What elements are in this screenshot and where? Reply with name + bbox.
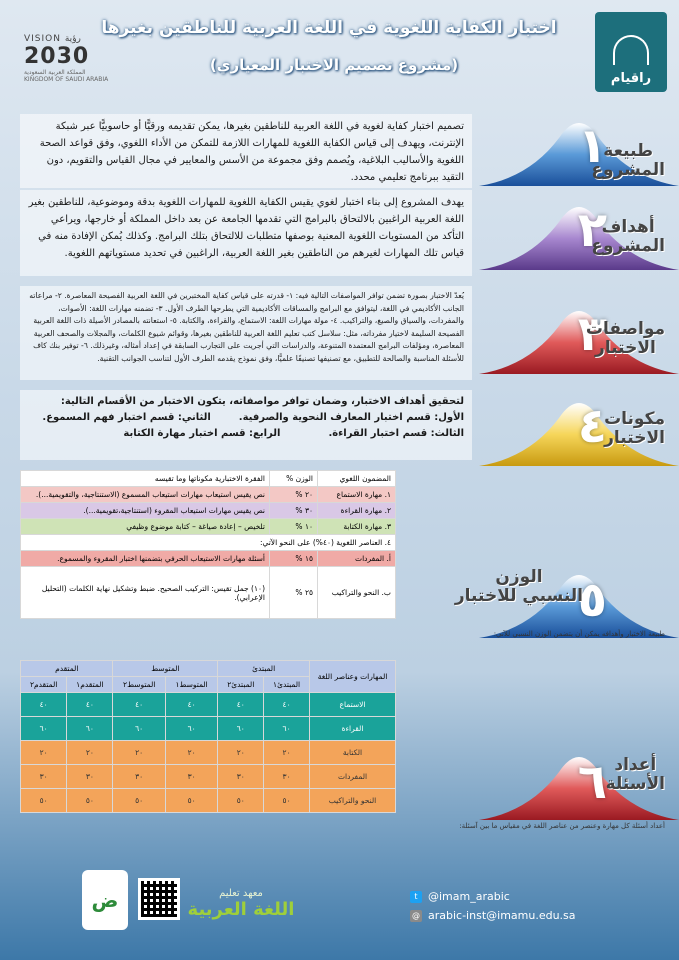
institute-logo: ض: [82, 870, 128, 930]
section-5-label-line2: النسبي للاختبار: [454, 585, 583, 606]
table-cell: ٢٠: [264, 741, 310, 765]
table-cell: ١٠ %: [270, 519, 318, 535]
section-6: [0, 742, 679, 822]
table-row: [21, 717, 396, 741]
section-4-number: ٤: [577, 398, 607, 454]
section-3-label-line1: مواصفات: [585, 319, 665, 339]
section-4-label-line2: الاختبار: [604, 427, 665, 448]
table-cell: ٥٠: [165, 789, 217, 813]
table-cell: الاستماع: [310, 693, 396, 717]
table-cell: ٦٠: [165, 717, 217, 741]
table-header: المبتدئ١: [264, 677, 310, 693]
section-5-number: ٥: [577, 572, 607, 628]
section-3-number: ٣: [577, 306, 607, 362]
university-logo: [595, 12, 667, 92]
table-cell: نص يقيس استيعاب مهارات استيعاب المسموع (الاستنتاجية، والتقويمية...).: [21, 487, 270, 503]
table-cell: ٥٠: [67, 789, 113, 813]
table-cell: ٤٠: [21, 693, 67, 717]
table-cell: ٢٠: [218, 741, 264, 765]
table-cell: المفردات: [310, 765, 396, 789]
table-cell: ٤. العناصر اللغوية (٤٠%) على النحو الآتي:: [21, 535, 396, 551]
page-subtitle: (مشروع تصميم الاختبار المعياري): [209, 56, 459, 74]
section-4-label: [604, 410, 665, 447]
table-cell: ٤٠: [218, 693, 264, 717]
table-cell: ب. النحو والتراكيب: [318, 567, 396, 619]
table-cell: أسئلة مهارات الاستيعاب الحرفي بتضمنها اختبار المقروء والمسموع.: [21, 551, 270, 567]
twitter-icon: t: [410, 891, 422, 903]
page-title: اختبار الكفاية اللغوية في اللغة العربية للناطقين بغيرها: [101, 18, 557, 38]
section-1-number: ١: [577, 118, 607, 174]
section-4-part-1: الأول: قسم اختبار المعارف النحوية والصرفية.: [238, 412, 464, 423]
university-logo-text: راقيام: [610, 71, 652, 86]
institute-logo-text: [186, 888, 296, 920]
section-5-caption: طبيعة الاختبار وأهدافه يمكن أن يتضمن الوزن النسبي للآتي:: [493, 630, 665, 638]
table-cell: ٤٠: [113, 693, 165, 717]
section-5-label: [455, 568, 583, 605]
table-row: [21, 661, 396, 677]
table-header: المبتدئ٢: [218, 677, 264, 693]
section-6-number: ٦: [577, 754, 607, 810]
table-cell: النحو والتراكيب: [310, 789, 396, 813]
section-6-label: [606, 756, 665, 793]
table-cell: ٦٠: [113, 717, 165, 741]
social-links: [410, 890, 576, 928]
table-cell: ١٥ %: [270, 551, 318, 567]
table-cell: ٢. مهارة القراءة: [318, 503, 396, 519]
table-cell: ٦٠: [218, 717, 264, 741]
table-cell: ٥٠: [21, 789, 67, 813]
table-cell: ٣٠ %: [270, 503, 318, 519]
dome-icon: [613, 35, 649, 65]
table-cell: ٦٠: [21, 717, 67, 741]
table-header: المتوسط١: [165, 677, 217, 693]
section-6-label-line2: الأسئلة: [605, 773, 665, 794]
section-4-label-line1: مكونات: [604, 409, 665, 429]
section-2-label: [591, 218, 665, 255]
table-cell: الكتابة: [310, 741, 396, 765]
section-2-label-line2: المشروع: [591, 235, 665, 256]
table-cell: ٢٠: [67, 741, 113, 765]
table-cell: ٣٠: [218, 765, 264, 789]
section-2-text: يهدف المشروع إلى بناء اختبار لغوي يقيس الكفاية اللغوية للمهارات اللغوية بدقة وموضوعية، للناطقين بغير اللغة العربية الراغبين بالالتحاق بالبرامج التي تقدمها الجامعة عن بعد داخل المملكة أو خارجها، ويراعي التأكد من المستويات اللغوية المعنية بوصفها متطلبات للالتحاق بتلك البرامج. وكذلك يُمكن الإفادة منه في قياس تلك المهارات لغيرهم من الناطقين بغير اللغة العربية، الراغبين في تحديد مستوياتهم اللغوية.: [20, 190, 472, 276]
table-row: [21, 519, 396, 535]
email-address[interactable]: arabic-inst@imamu.edu.sa: [428, 909, 576, 922]
table-cell: ٣٠: [264, 765, 310, 789]
table-header: المتوسط٢: [113, 677, 165, 693]
table-header: المتوسط: [113, 661, 218, 677]
section-4-part-4: الرابع: قسم اختبار مهارة الكتابة: [123, 428, 281, 439]
section-1: [0, 108, 679, 188]
table-cell: ٢٠ %: [270, 487, 318, 503]
table-cell: نص يقيس مهارات استيعاب المقروء (استنتاجية،تقويمية...).: [21, 503, 270, 519]
vision-year: 2030: [24, 44, 90, 69]
section-2: [0, 188, 679, 278]
table-cell: ٢٠: [21, 741, 67, 765]
table-row: [21, 471, 396, 487]
table-cell: ٤٠: [165, 693, 217, 717]
qr-code-icon: [138, 878, 180, 920]
header: [0, 0, 679, 108]
email-icon: @: [412, 911, 420, 920]
table-cell: ٢٥ %: [270, 567, 318, 619]
table-header: المهارات وعناصر اللغة: [310, 661, 396, 693]
table-cell: ٥٠: [264, 789, 310, 813]
table-cell: (١٠) جمل تقيس: التركيب الصحيح. ضبط وتشكيل نهاية الكلمات (التحليل الإعرابي).: [21, 567, 270, 619]
table-cell: ١. مهارة الاستماع: [318, 487, 396, 503]
section-3-text: يُعدّ الاختبار بصورة تضمن توافر المواصفات التالية فيه: ١- قدرته على قياس كفاية المختبرين في اللغة العربية الفصيحة المعاصرة. ٢- مراعاته الجانب الأكاديمي في اللغة، ليتوافق مع البرامج والمساقات الأكاديمية التي يطرحها الطرف الأول. ٣- تضمنه مهارات اللغة: الأصوات، والمفردات، والسياق والصيغ، والتراكيب. ٤- مولة مهارات اللغة: الاستماع، والقراءة، والكتابة. ٥- استعانته بالمصادر الأصيلة ذات اللغة العربية الفصيحة السليمة لاختيار مفرداته، مثل: سلاسل كتب تعليم اللغة العربية للناطقين بغيرها، وقوائم شيوع الكلمات، والمجلات والصحف العربية المعاصرة، ومؤلفات البرامج المعتمدة المتنوعة، والدراسات التي أجريت على التجارب السابقة في إعداد أمثاله، وغيرذلك. ٦- توفير بنك كاف للأسئلة المناسبة والصالحة للتطبيق، مع تصنيفها تصنيفًا علميًّا، وفق نموذج يقدمه الطرف الأول لتناسب الجوانب التقنية.: [20, 286, 472, 380]
section-4: [0, 388, 679, 462]
table-row: [21, 693, 396, 717]
table-cell: ٦٠: [67, 717, 113, 741]
footer: [0, 848, 679, 960]
table-header: المتقدم١: [67, 677, 113, 693]
table-cell: ٣. مهارة الكتابة: [318, 519, 396, 535]
table-row: [21, 503, 396, 519]
table-cell: ٣٠: [67, 765, 113, 789]
section-2-number: ٢: [577, 202, 607, 258]
table-cell: ٥٠: [113, 789, 165, 813]
section-4-part-3: الثالث: قسم اختبار القراءة.: [328, 428, 464, 439]
section-4-intro: لتحقيق أهداف الاختبار، وضمان توافر مواصفاته، يتكون الاختبار من الأقسام التالية:: [60, 396, 464, 407]
table-cell: ٣٠: [21, 765, 67, 789]
institute-line1: معهد تعليم: [219, 888, 263, 899]
table-cell: ٦٠: [264, 717, 310, 741]
vision-2030-logo: [24, 34, 114, 83]
table-header: المتقدم: [21, 661, 113, 677]
section-2-label-line1: أهداف: [601, 217, 655, 237]
table-header: الوزن %: [270, 471, 318, 487]
table-cell: ٣٠: [113, 765, 165, 789]
table-cell: تلخيص – إعادة صياغة – كتابة موضوع وظيفي: [21, 519, 270, 535]
table-header: المبتدئ: [218, 661, 310, 677]
vision-caption: المملكة العربية السعودية KINGDOM OF SAUDI ARABIA: [24, 69, 109, 83]
section-3-label: [586, 320, 665, 357]
table-header: المتقدم٢: [21, 677, 67, 693]
section-3: [0, 282, 679, 382]
section-5-label-line1: الوزن: [495, 567, 543, 587]
section-1-label: [591, 142, 665, 179]
table-cell: ٥٠: [218, 789, 264, 813]
table-cell: أ. المفردات: [318, 551, 396, 567]
table-cell: ٤٠: [67, 693, 113, 717]
section-1-label-line2: المشروع: [591, 159, 665, 180]
table-cell: ٤٠: [264, 693, 310, 717]
vision-label: VISION رؤية: [24, 34, 81, 44]
section-4-text: [20, 390, 472, 460]
table-cell: ٣٠: [165, 765, 217, 789]
section-3-label-line2: الاختبار: [595, 337, 656, 358]
table-header: المضمون اللغوي: [318, 471, 396, 487]
section-1-text: تصميم اختبار كفاية لغوية في اللغة العربية للناطقين بغيرها، يمكن تقديمه ورقيًّا أو حاسوبيًّا عبر شبكة الإنترنت، ويهدف إلى قياس الكفاية اللغوية للمهارات اللازمة للتمكن من الأداء اللغوي، وفق قواعد الصحة اللغوية والأساليب البلاغية، ويُصمم وفق مجموعة من الأسس والمعايير في مجال القياس والتقويم، دون التقيد ببرنامج تعليمي محدد.: [20, 114, 472, 188]
table-cell: ٢٠: [165, 741, 217, 765]
table-cell: القراءة: [310, 717, 396, 741]
section-4-part-2: الثاني: قسم اختبار فهم المسموع.: [42, 412, 211, 423]
twitter-handle[interactable]: @imam_arabic: [428, 890, 510, 903]
table-row: [21, 535, 396, 551]
institute-line2: اللغة العربية: [187, 899, 295, 920]
section-5: [0, 560, 679, 640]
table-cell: ٢٠: [113, 741, 165, 765]
section-6-caption: أعداد أسئلة كل مهارة وعنصر من عناصر اللغة في مقياس ما بين آسئلة:: [459, 822, 665, 830]
section-6-label-line1: أعداد: [614, 755, 657, 775]
section-1-label-line1: طبيعة: [603, 141, 654, 161]
table-row: [21, 487, 396, 503]
table-header: الفقرة الاختبارية مكوناتها وما تقيسه: [21, 471, 270, 487]
